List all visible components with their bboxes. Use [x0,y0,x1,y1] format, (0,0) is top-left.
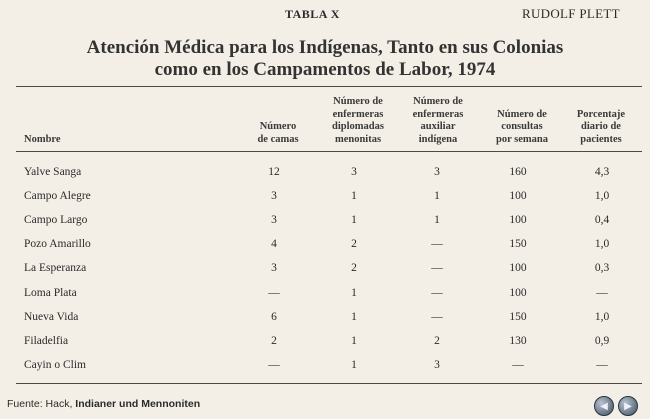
cell-daily-percent: 1,0 [594,310,610,323]
cell-name: Yalve Sanga [24,166,82,178]
cell-beds: 2 [271,334,277,347]
table-label: TABLA X [285,7,340,21]
cell-daily-percent: — [596,286,608,299]
table-row [16,160,642,184]
cell-consultations: 100 [509,190,527,203]
cell-nurses-mennonite: 1 [351,214,357,227]
cell-name: Filadelfia [24,334,69,347]
cell-consultations: 130 [509,334,527,347]
cell-nurses-indigenous: 1 [434,214,440,227]
cell-consultations: 100 [509,286,527,299]
cell-name: La Esperanza [24,262,87,275]
cell-beds: 3 [271,262,277,275]
cell-daily-percent: 0,3 [594,262,610,275]
column-header-nurses-mennonite: Número de enfermeras diplomadas menonitas [332,96,384,145]
cell-nurses-mennonite: 1 [351,286,357,299]
column-header-nurses-indigenous: Número de enfermeras auxiliar indígena [412,96,464,145]
cell-consultations: 150 [509,238,527,251]
table-row [16,281,642,305]
cell-name: Loma Plata [24,286,77,299]
cell-consultations: 100 [509,262,527,275]
header-rule [16,151,642,152]
cell-nurses-mennonite: 3 [351,166,357,178]
cell-beds: 6 [271,310,277,323]
cell-beds: 3 [271,214,277,227]
cell-nurses-mennonite: 2 [351,262,357,275]
cell-nurses-indigenous: 3 [434,166,440,178]
cell-beds: — [268,358,280,371]
cell-daily-percent: 0,4 [594,214,610,227]
title-line-2: como en los Campamentos de Labor, 1974 [154,59,496,80]
column-header-beds: Número de camas [257,121,299,145]
cell-daily-percent: 0,9 [594,334,610,347]
cell-nurses-mennonite: 1 [351,334,357,347]
cell-nurses-indigenous: — [431,286,443,299]
next-page-icon[interactable]: ▶ [618,396,638,416]
cell-nurses-indigenous: 2 [434,334,440,347]
cell-daily-percent: 1,0 [594,238,610,251]
cell-nurses-indigenous: 3 [434,358,440,371]
table-row [16,305,642,329]
cell-nurses-mennonite: 1 [351,358,357,371]
prev-page-icon[interactable]: ◀ [594,396,614,416]
cell-name: Pozo Amarillo [24,238,91,251]
cell-nurses-mennonite: 1 [351,310,357,323]
cell-consultations: 160 [509,166,527,178]
cell-consultations: — [512,358,524,371]
table-row [16,232,642,256]
cell-daily-percent: 4,3 [594,166,610,178]
cell-beds: 12 [268,166,280,178]
cell-consultations: 100 [509,214,527,227]
cell-name: Campo Largo [24,214,88,227]
cell-name: Nueva Vida [24,310,79,323]
table-row [16,329,642,353]
cell-beds: — [268,286,280,299]
table-row [16,256,642,280]
bottom-rule [16,383,642,384]
table-title [0,37,650,81]
cell-nurses-indigenous: — [431,262,443,275]
cell-nurses-indigenous: — [431,238,443,251]
source-note [7,398,200,410]
cell-consultations: 150 [509,310,527,323]
author-name: RUDOLF PLETT [522,6,620,21]
cell-nurses-indigenous: — [431,310,443,323]
cell-daily-percent: 1,0 [594,190,610,203]
cell-beds: 4 [271,238,277,251]
cell-name: Campo Alegre [24,190,91,203]
cell-name: Cayin o Clim [24,358,86,371]
table-row [16,184,642,208]
cell-nurses-mennonite: 2 [351,238,357,251]
column-header-consultations: Número de consultas por semana [495,108,549,145]
column-header-name: Nombre [24,133,61,145]
table-row [16,208,642,232]
cell-beds: 3 [271,190,277,203]
cell-nurses-mennonite: 1 [351,190,357,203]
title-line-1: Atención Médica para los Indígenas, Tanto en sus Colonias [86,37,564,58]
column-header-daily-percent: Porcentaje diario de pacientes [576,108,626,145]
cell-nurses-indigenous: 1 [434,190,440,203]
source-prefix: Fuente: Hack, [7,398,76,410]
cell-daily-percent: — [596,358,608,371]
table-row [16,353,642,377]
page-navigation [594,396,638,416]
source-work: Indianer und Mennoniten [75,398,201,410]
